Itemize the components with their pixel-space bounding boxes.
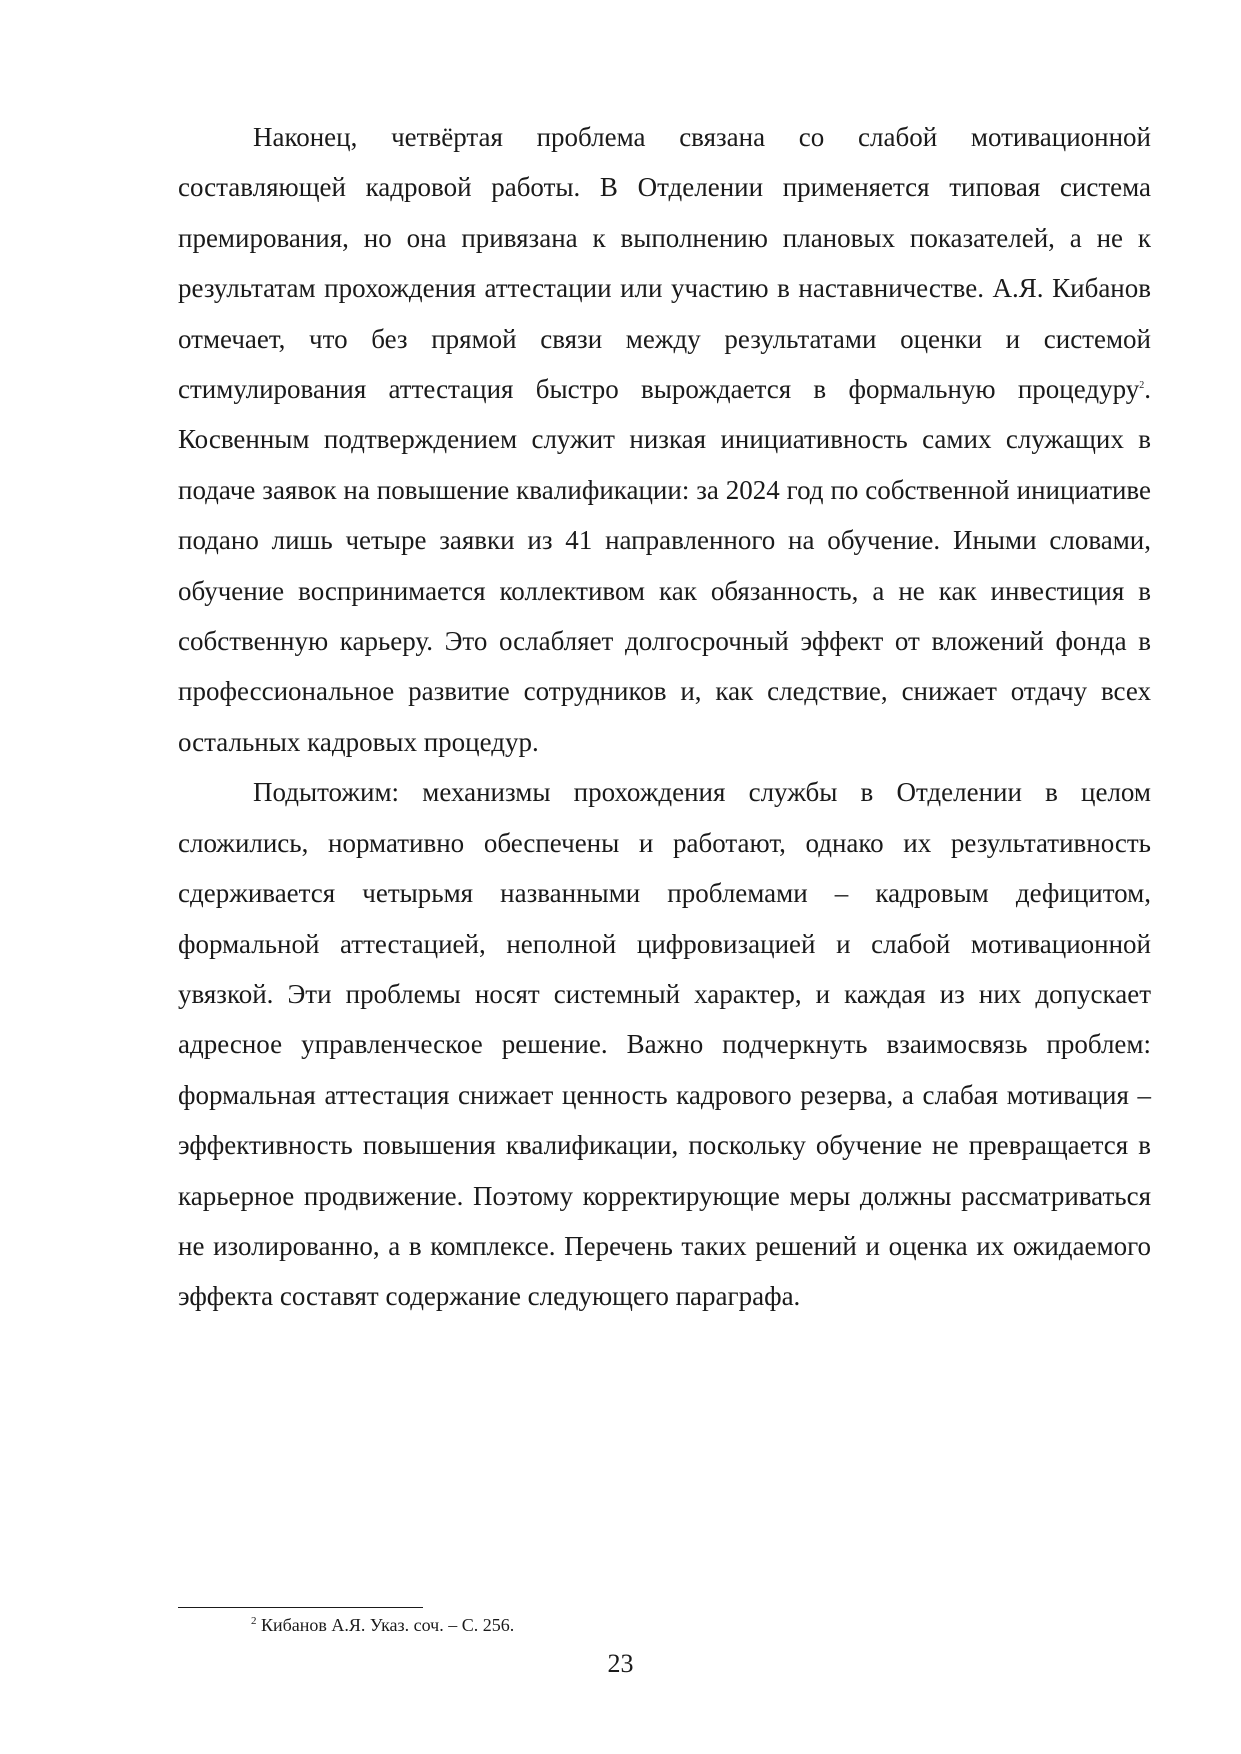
footnote-text: Кибанов А.Я. Указ. соч. – С. 256. <box>256 1615 515 1635</box>
footnote <box>251 1612 1151 1638</box>
page-number: 23 <box>607 1649 634 1678</box>
body-text <box>178 112 1151 1322</box>
footnote-separator <box>178 1607 423 1608</box>
paragraph-summary: Подытожим: механизмы прохождения службы в Отделении в целом сложились, нормативно обеспечены и работают, однако их результативность сдерживается четырьмя названными проблемами – кадровым дефицитом, формальной аттестацией, неполной цифровизацией и слабой мотивационной увязкой. Эти проблемы носят системный характер, и каждая из них допускает адресное управленческое решение. Важно подчеркнуть взаимосвязь проблем: формальная аттестация снижает ценность кадрового резерва, а слабая мотивация – эффективность повышения квалификации, поскольку обучение не превращается в карьерное продвижение. Поэтому корректирующие меры должны рассматриваться не изолированно, а в комплексе. Перечень таких решений и оценка их ожидаемого эффекта составят содержание следующего параграфа. <box>178 777 1151 1312</box>
paragraph-text: Наконец, четвёртая проблема связана со слабой мотивационной составляющей кадровой работы. В Отделении применяется типовая система премирования, но она привязана к выполнению плановых показателей, а не к результатам прохождения аттестации или участию в наставничестве. А.Я. Кибанов отмечает, что без прямой связи между результатами оценки и системой стимулирования аттестация быстро вырождается в формальную процедуру <box>178 122 1151 405</box>
footnote-mark: 2 <box>251 1615 257 1627</box>
footnote-reference[interactable]: 2 <box>1139 380 1145 392</box>
paragraph-text: . Косвенным подтверждением служит низкая инициативность самих служащих в подаче заявок на повышение квалификации: за 2024 год по собственной инициативе подано лишь четыре заявки из 41 направленного на обучение. Иными словами, обучение воспринимается коллективом как обязанность, а не как инвестиция в собственную карьеру. Это ослабляет долгосрочный эффект от вложений фонда в профессиональное развитие сотрудников и, как следствие, снижает отдачу всех остальных кадровых процедур. <box>178 374 1151 757</box>
paragraph-motivation-problem <box>178 112 1151 767</box>
